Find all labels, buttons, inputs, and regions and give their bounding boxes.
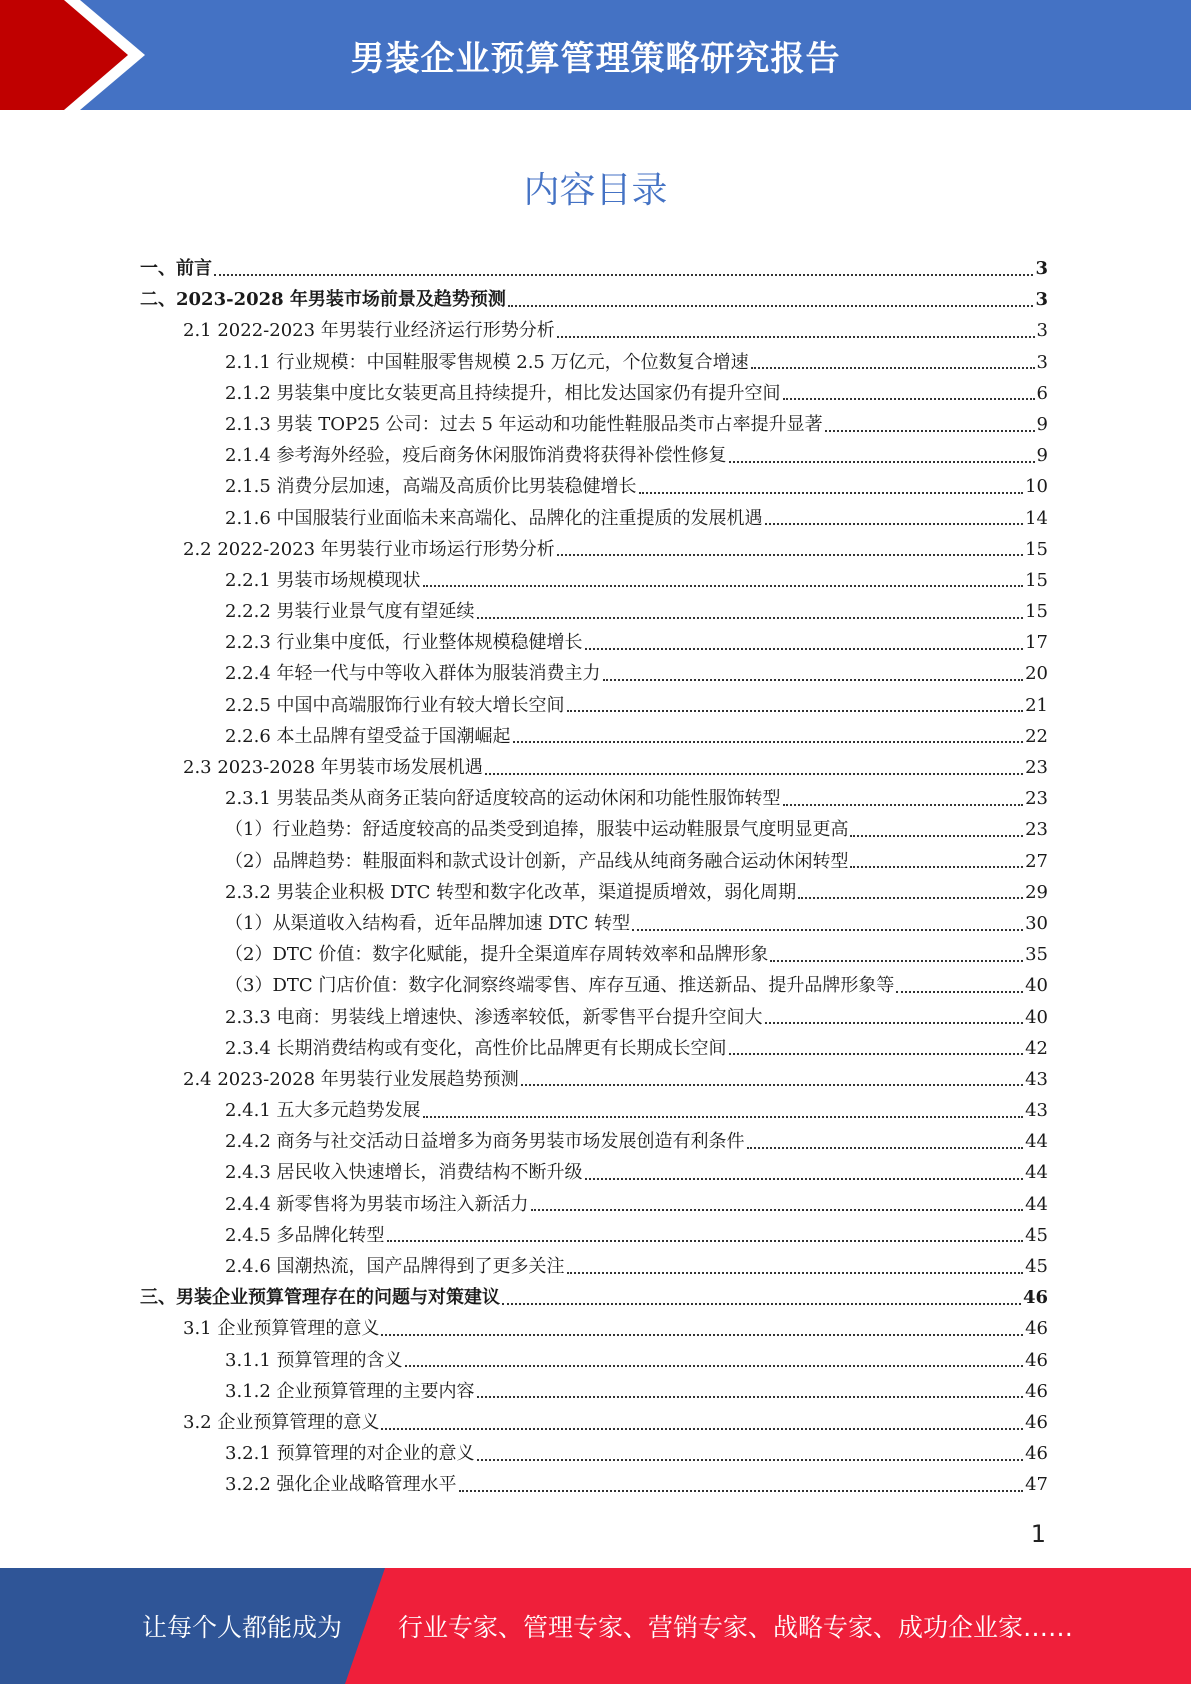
toc-entry[interactable]: [140, 877, 1048, 908]
toc-leader-dots: [603, 679, 1024, 681]
toc-entry-label: 2.1.2 男装集中度比女装更高且持续提升，相比发达国家仍有提升空间: [225, 382, 781, 404]
toc-entry[interactable]: [140, 1033, 1048, 1064]
toc-leader-dots: [765, 523, 1024, 525]
toc-leader-dots: [387, 1240, 1024, 1242]
toc-leader-dots: [783, 804, 1024, 806]
toc-leader-dots: [508, 305, 1034, 307]
toc-entry-label: 2.3.4 长期消费结构或有变化，高性价比品牌更有长期成长空间: [225, 1037, 727, 1059]
toc-entry-page: 40: [1025, 975, 1048, 997]
toc-entry-label: 2.3.1 男装品类从商务正装向舒适度较高的运动休闲和功能性服饰转型: [225, 788, 781, 810]
toc-entry-label: 2.1.4 参考海外经验，疫后商务休闲服饰消费将获得补偿性修复: [225, 445, 727, 467]
toc-leader-dots: [567, 1272, 1024, 1274]
toc-entry[interactable]: [140, 783, 1048, 814]
toc-leader-dots: [423, 585, 1024, 587]
toc-leader-dots: [585, 648, 1024, 650]
toc-entry-label: 2.3.3 电商：男装线上增速快、渗透率较低，新零售平台提升空间大: [225, 1006, 763, 1028]
toc-entry-page: 46: [1022, 1287, 1048, 1309]
toc-entry-label: 3.2.2 强化企业战略管理水平: [225, 1474, 457, 1496]
toc-leader-dots: [798, 897, 1023, 899]
toc-entry[interactable]: [140, 534, 1048, 565]
toc-entry-page: 15: [1025, 569, 1048, 591]
toc-entry[interactable]: [140, 970, 1048, 1001]
toc-entry-label: （1）行业趋势：舒适度较高的品类受到追捧，服装中运动鞋服景气度明显更高: [225, 819, 849, 841]
page-number: 1: [1030, 1520, 1046, 1548]
toc-leader-dots: [632, 929, 1023, 931]
toc-entry-page: 27: [1025, 850, 1048, 872]
toc-entry-page: 3: [1035, 258, 1048, 279]
toc-entry-label: 一、前言: [140, 258, 212, 279]
toc-entry-label: 2.1 2022-2023 年男装行业经济运行形势分析: [183, 320, 555, 342]
toc-entry-page: 45: [1025, 1256, 1048, 1277]
toc-leader-dots: [751, 367, 1035, 369]
toc-entry-label: 3.2 企业预算管理的意义: [183, 1411, 380, 1433]
toc-entry-label: 3.1.2 企业预算管理的主要内容: [225, 1380, 475, 1402]
toc-leader-dots: [770, 960, 1023, 962]
toc-entry-label: 三、男装企业预算管理存在的问题与对策建议: [140, 1287, 500, 1309]
toc-entry[interactable]: [140, 503, 1048, 534]
footer-banner: [0, 1568, 1191, 1684]
toc-entry-label: 2.2.1 男装市场规模现状: [225, 569, 421, 591]
toc-leader-dots: [477, 1396, 1024, 1398]
toc-entry[interactable]: [140, 1345, 1048, 1376]
toc-leader-dots: [513, 741, 1024, 743]
toc-entry-label: 2.1.6 中国服装行业面临未来高端化、品牌化的注重提质的发展机遇: [225, 507, 763, 529]
toc-entry[interactable]: [140, 565, 1048, 596]
toc-entry[interactable]: [140, 1438, 1048, 1469]
toc-heading: 内容目录: [523, 170, 668, 211]
toc-leader-dots: [381, 1334, 1023, 1336]
toc-leader-dots: [639, 492, 1024, 494]
toc-entry[interactable]: [140, 253, 1048, 284]
toc-entry-page: 46: [1025, 1318, 1048, 1340]
table-of-contents: [140, 253, 1048, 1501]
toc-entry-page: 40: [1025, 1006, 1048, 1028]
toc-entry-label: 2.2.4 年轻一代与中等收入群体为服装消费主力: [225, 663, 601, 685]
toc-entry[interactable]: [140, 690, 1048, 721]
toc-leader-dots: [405, 1365, 1024, 1367]
toc-leader-dots: [477, 1459, 1024, 1461]
toc-entry[interactable]: [140, 908, 1048, 939]
toc-leader-dots: [567, 710, 1024, 712]
toc-entry-label: （1）从渠道收入结构看，近年品牌加速 DTC 转型: [225, 912, 631, 934]
toc-entry-page: 44: [1025, 1131, 1048, 1153]
toc-entry[interactable]: [140, 1469, 1048, 1500]
toc-entry-label: 3.2.1 预算管理的对企业的意义: [225, 1443, 475, 1465]
toc-entry-page: 35: [1025, 944, 1048, 966]
toc-entry-page: 46: [1025, 1443, 1048, 1465]
toc-entry-page: 15: [1025, 601, 1048, 623]
toc-entry-page: 23: [1025, 819, 1048, 841]
toc-entry-label: 2.2.5 中国中高端服饰行业有较大增长空间: [225, 694, 565, 716]
toc-entry-label: 2.2.2 男装行业景气度有望延续: [225, 601, 475, 623]
toc-entry-label: （3）DTC 门店价值：数字化洞察终端零售、库存互通、推送新品、提升品牌形象等: [225, 975, 895, 997]
toc-entry-label: 2.4.1 五大多元趋势发展: [225, 1100, 421, 1122]
toc-leader-dots: [485, 773, 1023, 775]
toc-leader-dots: [783, 398, 1035, 400]
toc-entry[interactable]: [140, 658, 1048, 689]
toc-entry[interactable]: [140, 1313, 1048, 1344]
toc-entry-page: 29: [1025, 881, 1048, 903]
toc-leader-dots: [896, 991, 1023, 993]
toc-leader-dots: [765, 1022, 1024, 1024]
toc-leader-dots: [557, 336, 1035, 338]
toc-leader-dots: [729, 461, 1035, 463]
toc-entry-page: 46: [1025, 1349, 1048, 1371]
toc-entry[interactable]: [140, 284, 1048, 315]
toc-entry-label: 2.3 2023-2028 年男装市场发展机遇: [183, 757, 483, 778]
report-title: 男装企业预算管理策略研究报告: [350, 38, 841, 79]
toc-entry[interactable]: [140, 846, 1048, 877]
toc-entry[interactable]: [140, 1189, 1048, 1220]
toc-entry-page: 17: [1025, 632, 1048, 654]
toc-entry-page: 47: [1025, 1474, 1048, 1496]
toc-entry-label: 2.2.6 本土品牌有望受益于国潮崛起: [225, 725, 511, 747]
toc-entry-page: 46: [1025, 1380, 1048, 1402]
toc-entry-page: 46: [1025, 1411, 1048, 1433]
toc-entry-page: 14: [1025, 507, 1048, 529]
toc-entry-page: 43: [1025, 1100, 1048, 1122]
report-header: [0, 0, 1191, 110]
toc-entry-page: 15: [1025, 538, 1048, 560]
toc-entry[interactable]: [140, 1157, 1048, 1188]
toc-entry-page: 22: [1025, 725, 1048, 747]
toc-entry-page: 20: [1025, 663, 1048, 685]
toc-entry[interactable]: [140, 596, 1048, 627]
toc-entry-label: 2.2 2022-2023 年男装行业市场运行形势分析: [183, 538, 555, 560]
toc-entry[interactable]: [140, 471, 1048, 502]
toc-entry[interactable]: [140, 1095, 1048, 1126]
toc-entry-page: 10: [1025, 476, 1048, 498]
toc-entry[interactable]: [140, 939, 1048, 970]
toc-entry-label: 2.4.3 居民收入快速增长，消费结构不断升级: [225, 1162, 583, 1184]
toc-entry[interactable]: [140, 752, 1048, 783]
toc-entry[interactable]: [140, 1376, 1048, 1407]
toc-entry-label: 2.4.2 商务与社交活动日益增多为商务男装市场发展创造有利条件: [225, 1131, 745, 1153]
toc-leader-dots: [502, 1303, 1021, 1305]
toc-entry-page: 43: [1025, 1068, 1048, 1090]
toc-entry-page: 3: [1036, 320, 1048, 342]
toc-entry-label: 2.1.3 男装 TOP25 公司：过去 5 年运动和功能性鞋服品类市占率提升显著: [225, 413, 823, 435]
toc-entry[interactable]: [140, 1126, 1048, 1157]
toc-entry-label: 2.4.5 多品牌化转型: [225, 1224, 385, 1246]
toc-entry-page: 23: [1025, 788, 1048, 810]
toc-entry-page: 30: [1025, 912, 1048, 934]
toc-entry-page: 23: [1025, 757, 1048, 778]
toc-entry[interactable]: [140, 1407, 1048, 1438]
toc-leader-dots: [214, 274, 1033, 276]
toc-entry-label: （2）品牌趋势：鞋服面料和款式设计创新，产品线从纯商务融合运动休闲转型: [225, 850, 849, 872]
toc-entry-label: 3.1.1 预算管理的含义: [225, 1349, 403, 1371]
toc-leader-dots: [423, 1116, 1024, 1118]
toc-entry-page: 3: [1036, 351, 1048, 373]
toc-entry-page: 44: [1025, 1193, 1048, 1215]
toc-entry-page: 45: [1025, 1224, 1048, 1246]
toc-entry-label: （2）DTC 价值：数字化赋能，提升全渠道库存周转效率和品牌形象: [225, 944, 769, 966]
toc-leader-dots: [825, 430, 1035, 432]
toc-entry[interactable]: [140, 1282, 1048, 1313]
toc-entry[interactable]: [140, 315, 1048, 346]
toc-entry[interactable]: [140, 1064, 1048, 1095]
toc-entry-page: 9: [1036, 445, 1048, 467]
toc-leader-dots: [850, 866, 1023, 868]
toc-entry-label: 3.1 企业预算管理的意义: [183, 1318, 380, 1340]
toc-leader-dots: [747, 1147, 1024, 1149]
toc-entry-label: 2.4.6 国潮热流，国产品牌得到了更多关注: [225, 1256, 565, 1277]
toc-entry-page: 44: [1025, 1162, 1048, 1184]
toc-entry[interactable]: [140, 409, 1048, 440]
toc-entry-page: 3: [1035, 289, 1048, 311]
toc-entry-label: 2.3.2 男装企业积极 DTC 转型和数字化改革，渠道提质增效，弱化周期: [225, 881, 797, 903]
toc-entry-label: 2.2.3 行业集中度低，行业整体规模稳健增长: [225, 632, 583, 654]
toc-leader-dots: [585, 1178, 1024, 1180]
toc-entry[interactable]: [140, 1002, 1048, 1033]
toc-entry[interactable]: [140, 721, 1048, 752]
toc-entry[interactable]: [140, 627, 1048, 658]
toc-entry-label: 2.1.5 消费分层加速，高端及高质价比男装稳健增长: [225, 476, 637, 498]
toc-entry-label: 二、2023-2028 年男装市场前景及趋势预测: [140, 289, 506, 311]
toc-leader-dots: [477, 617, 1024, 619]
toc-entry-page: 6: [1036, 382, 1048, 404]
toc-entry-label: 2.4 2023-2028 年男装行业发展趋势预测: [183, 1068, 519, 1090]
toc-leader-dots: [850, 835, 1023, 837]
toc-entry[interactable]: [140, 378, 1048, 409]
toc-entry-page: 21: [1025, 694, 1048, 716]
toc-leader-dots: [459, 1490, 1024, 1492]
toc-entry[interactable]: [140, 1251, 1048, 1282]
toc-leader-dots: [557, 554, 1023, 556]
toc-entry[interactable]: [140, 814, 1048, 845]
footer-slogan-right: 行业专家、管理专家、营销专家、战略专家、成功企业家……: [398, 1613, 1074, 1642]
toc-leader-dots: [729, 1053, 1024, 1055]
toc-entry[interactable]: [140, 440, 1048, 471]
toc-leader-dots: [531, 1209, 1024, 1211]
footer-slogan-left: 让每个人都能成为: [142, 1613, 343, 1642]
toc-entry-label: 2.1.1 行业规模：中国鞋服零售规模 2.5 万亿元，个位数复合增速: [225, 351, 749, 373]
toc-entry[interactable]: [140, 1220, 1048, 1251]
toc-entry-page: 42: [1025, 1037, 1048, 1059]
toc-entry-page: 9: [1036, 413, 1048, 435]
toc-entry-label: 2.4.4 新零售将为男装市场注入新活力: [225, 1193, 529, 1215]
toc-entry[interactable]: [140, 347, 1048, 378]
toc-leader-dots: [381, 1428, 1023, 1430]
toc-leader-dots: [521, 1084, 1023, 1086]
